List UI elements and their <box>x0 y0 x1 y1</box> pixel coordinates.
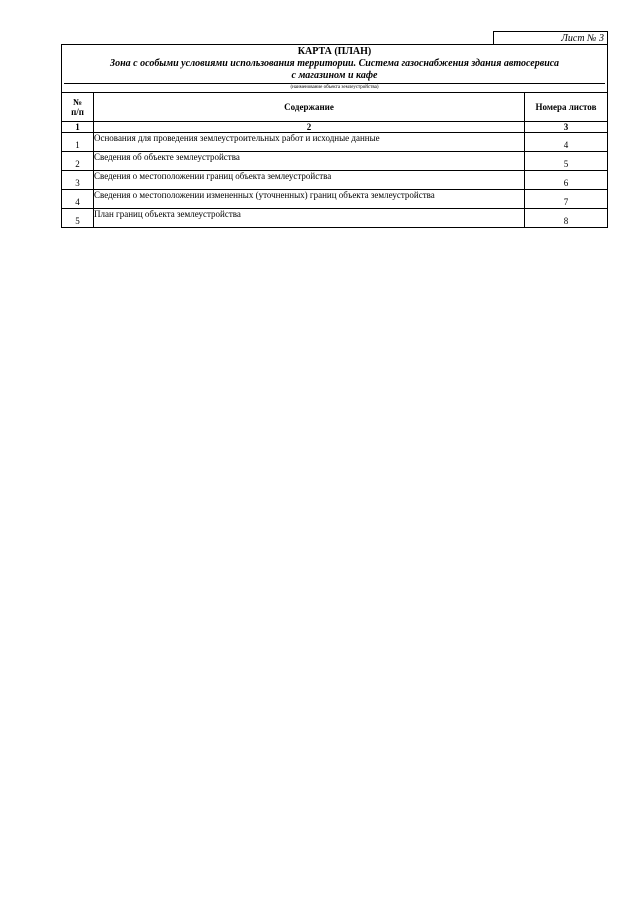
row-content: План границ объекта землеустройства <box>94 209 525 228</box>
document-header <box>62 45 607 92</box>
row-content: Сведения о местоположении границ объекта землеустройства <box>94 171 525 190</box>
row-pages: 5 <box>525 152 608 171</box>
row-number: 2 <box>62 152 94 171</box>
column-number: 2 <box>94 122 525 133</box>
sheet-number-label: Лист № 3 <box>493 31 608 44</box>
object-name <box>64 58 605 84</box>
column-header-number-line-1: № <box>72 97 83 107</box>
row-pages: 4 <box>525 133 608 152</box>
row-number: 4 <box>62 190 94 209</box>
column-header-pages: Номера листов <box>525 93 608 122</box>
table-row <box>62 133 607 152</box>
row-content: Сведения о местоположении измененных (уточненных) границ объекта землеустройства <box>94 190 525 209</box>
column-number-row <box>62 122 607 133</box>
row-pages: 6 <box>525 171 608 190</box>
table-row <box>62 171 607 190</box>
contents-table <box>62 92 607 227</box>
column-header-number-line-2: п/п <box>71 107 84 117</box>
column-number: 1 <box>62 122 94 133</box>
row-number: 5 <box>62 209 94 228</box>
table-row <box>62 152 607 171</box>
row-number: 3 <box>62 171 94 190</box>
row-content: Основания для проведения землеустроительных работ и исходные данные <box>94 133 525 152</box>
row-pages: 7 <box>525 190 608 209</box>
row-content: Сведения об объекте землеустройства <box>94 152 525 171</box>
object-name-caption: (наименование объекта землеустройства) <box>290 85 379 90</box>
object-name-line-2: с магазином и кафе <box>291 70 378 81</box>
table-row <box>62 190 607 209</box>
column-header-number <box>62 93 94 122</box>
row-pages: 8 <box>525 209 608 228</box>
object-name-line-1: Зона с особыми условиями использования территории. Система газоснабжения здания автосервиса <box>110 58 559 69</box>
table-header-row <box>62 93 607 122</box>
column-header-content: Содержание <box>94 93 525 122</box>
column-number: 3 <box>525 122 608 133</box>
row-number: 1 <box>62 133 94 152</box>
table-row <box>62 209 607 228</box>
document-title: КАРТА (ПЛАН) <box>297 46 372 57</box>
document-frame <box>61 44 608 228</box>
